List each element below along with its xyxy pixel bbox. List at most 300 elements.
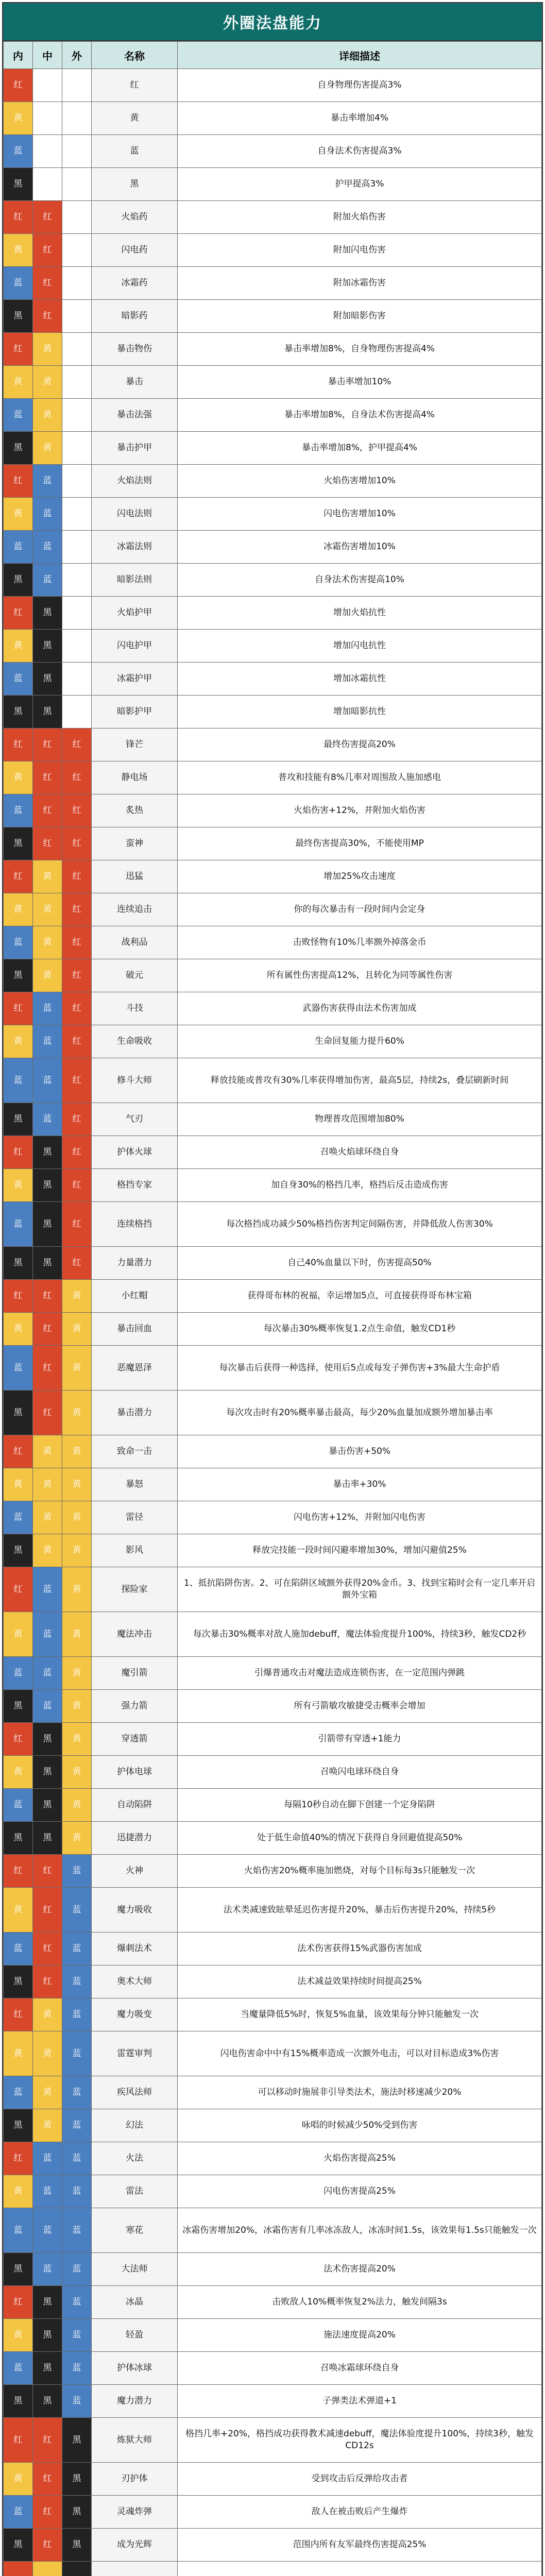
orb-mid: 黑 — [33, 1822, 62, 1855]
ability-description: 护甲提高3% — [178, 168, 542, 201]
table-row — [4, 2076, 542, 2109]
orb-mid — [33, 135, 62, 168]
orb-mid: 黄 — [33, 366, 62, 399]
orb-outer: 黑 — [62, 2529, 92, 2562]
ability-name: 疾风法师 — [92, 2076, 178, 2109]
ability-name: 灵魂炸弹 — [92, 2496, 178, 2529]
orb-inner: 黄 — [4, 1612, 33, 1657]
orb-outer: 黄 — [62, 1435, 92, 1468]
orb-mid: 红 — [33, 761, 62, 794]
ability-name: 护体火球 — [92, 1136, 178, 1169]
orb-outer: 红 — [62, 1169, 92, 1202]
ability-name: 气刃 — [92, 1103, 178, 1136]
ability-name: 探险家 — [92, 1567, 178, 1612]
table-row — [4, 1346, 542, 1391]
orb-inner: 黄 — [4, 366, 33, 399]
ability-name: 幻法 — [92, 2109, 178, 2142]
orb-outer — [62, 663, 92, 696]
orb-inner: 红 — [4, 1280, 33, 1313]
ability-name: 冰晶 — [92, 2286, 178, 2319]
orb-mid: 蓝 — [33, 564, 62, 597]
orb-inner: 蓝 — [4, 1346, 33, 1391]
ability-name: 黄 — [92, 102, 178, 135]
ability-name: 雷霆审判 — [92, 2031, 178, 2076]
ability-description: 火焰伤害增加10% — [178, 465, 542, 498]
table-row — [4, 1391, 542, 1435]
orb-outer — [62, 168, 92, 201]
orb-outer — [62, 234, 92, 267]
table-row — [4, 597, 542, 630]
orb-outer: 红 — [62, 992, 92, 1025]
orb-outer: 黄 — [62, 1501, 92, 1534]
table-row — [4, 1965, 542, 1998]
orb-outer: 黑 — [62, 2463, 92, 2496]
ability-name: 生命吸收 — [92, 1025, 178, 1058]
orb-inner: 黄 — [4, 1169, 33, 1202]
orb-inner: 蓝 — [4, 663, 33, 696]
ability-name: 自动陷阱 — [92, 1789, 178, 1822]
ability-name: 暴怒 — [92, 1468, 178, 1501]
orb-mid — [33, 102, 62, 135]
ability-description: 附加暗影伤害 — [178, 300, 542, 333]
ability-description: 暴击率增加10% — [178, 366, 542, 399]
ability-name: 寒花 — [92, 2208, 178, 2253]
ability-name: 火焰药 — [92, 201, 178, 234]
ability-description: 召唤冰霜球环绕自身 — [178, 2352, 542, 2385]
orb-mid: 黄 — [33, 893, 62, 926]
ability-name: 强力箭 — [92, 1690, 178, 1723]
ability-description: 自身物理伤害提高3% — [178, 69, 542, 102]
orb-inner: 红 — [4, 201, 33, 234]
ability-description: 增加暗影抗性 — [178, 696, 542, 728]
orb-inner: 蓝 — [4, 1202, 33, 1247]
orb-inner: 黑 — [4, 2385, 33, 2418]
ability-description: 咏唱的时候减少50%受到伤害 — [178, 2109, 542, 2142]
orb-outer — [62, 366, 92, 399]
header-name: 名称 — [92, 42, 178, 69]
ability-description — [178, 2562, 542, 2576]
orb-mid: 黄 — [33, 1501, 62, 1534]
table-row — [4, 794, 542, 827]
orb-inner: 黑 — [4, 300, 33, 333]
orb-inner: 红 — [4, 728, 33, 761]
orb-outer: 蓝 — [62, 2319, 92, 2352]
orb-mid: 黄 — [33, 432, 62, 465]
orb-outer: 红 — [62, 1136, 92, 1169]
ability-name: 护体冰球 — [92, 2352, 178, 2385]
orb-outer: 红 — [62, 1247, 92, 1280]
table-row — [4, 135, 542, 168]
table-row — [4, 1313, 542, 1346]
ability-name: 成为光辉 — [92, 2529, 178, 2562]
orb-mid: 蓝 — [33, 2208, 62, 2253]
orb-inner: 蓝 — [4, 399, 33, 432]
table-row — [4, 630, 542, 663]
ability-description: 可以移动时施展非引导类法术，施法时移速减少20% — [178, 2076, 542, 2109]
ability-name: 暴击物伤 — [92, 333, 178, 366]
orb-inner: 蓝 — [4, 1657, 33, 1690]
orb-mid: 黄 — [33, 2076, 62, 2109]
table-header — [4, 42, 542, 69]
ability-name: 魔力潜力 — [92, 2385, 178, 2418]
orb-inner: 红 — [4, 860, 33, 893]
orb-mid: 红 — [33, 1346, 62, 1391]
orb-inner: 蓝 — [4, 2352, 33, 2385]
orb-outer: 黄 — [62, 1280, 92, 1313]
table-row — [4, 1136, 542, 1169]
table-row — [4, 1202, 542, 1247]
orb-outer: 黄 — [62, 1534, 92, 1567]
ability-description: 法术类减速致眩晕延迟伤害提升20%，暴击后伤害提升20%，持续5秒 — [178, 1888, 542, 1933]
ability-name: 穿透箭 — [92, 1723, 178, 1756]
ability-name: 蓝 — [92, 135, 178, 168]
table-body — [4, 69, 542, 2576]
orb-outer: 红 — [62, 959, 92, 992]
orb-mid: 黄 — [33, 2109, 62, 2142]
ability-name: 暴击护甲 — [92, 432, 178, 465]
orb-mid: 蓝 — [33, 1612, 62, 1657]
orb-outer: 蓝 — [62, 2286, 92, 2319]
ability-description: 附加火焰伤害 — [178, 201, 542, 234]
ability-description: 暴击伤害+50% — [178, 1435, 542, 1468]
ability-description: 每次暴击后获得一种选择，使用后5点或每发子弹伤害+3%最大生命护盾 — [178, 1346, 542, 1391]
orb-mid: 黄 — [33, 333, 62, 366]
table-row — [4, 564, 542, 597]
orb-mid: 黑 — [33, 663, 62, 696]
table-row — [4, 728, 542, 761]
orb-inner: 黑 — [4, 1534, 33, 1567]
table-row — [4, 1534, 542, 1567]
orb-outer: 黄 — [62, 1391, 92, 1435]
ability-name: 暴击 — [92, 366, 178, 399]
ability-name: 锋芒 — [92, 728, 178, 761]
orb-inner: 蓝 — [4, 926, 33, 959]
orb-inner: 红 — [4, 465, 33, 498]
ability-name: 轻盈 — [92, 2319, 178, 2352]
ability-description: 敌人在被击败后产生爆炸 — [178, 2496, 542, 2529]
ability-description: 自身法术伤害提高3% — [178, 135, 542, 168]
ability-name: 护体电球 — [92, 1756, 178, 1789]
orb-outer — [62, 432, 92, 465]
table-row — [4, 663, 542, 696]
orb-outer: 蓝 — [62, 2352, 92, 2385]
ability-table — [3, 41, 542, 2576]
orb-mid: 黄 — [33, 860, 62, 893]
orb-inner: 黄 — [4, 1313, 33, 1346]
ability-description: 施法速度提高20% — [178, 2319, 542, 2352]
ability-description: 暴击率+30% — [178, 1468, 542, 1501]
table-row — [4, 2385, 542, 2418]
ability-name: 闪电药 — [92, 234, 178, 267]
orb-mid: 黑 — [33, 597, 62, 630]
table-row — [4, 1501, 542, 1534]
table-row — [4, 761, 542, 794]
ability-name: 修斗大师 — [92, 1058, 178, 1103]
orb-outer — [62, 102, 92, 135]
ability-description: 暴击率增加4% — [178, 102, 542, 135]
orb-inner: 黑 — [4, 564, 33, 597]
orb-outer — [62, 69, 92, 102]
ability-description: 每次攻击时有20%概率暴击最高，每少20%血量加成额外增加暴击率 — [178, 1391, 542, 1435]
orb-inner: 红 — [4, 2142, 33, 2175]
orb-mid: 黄 — [33, 399, 62, 432]
ability-name: 暗影护甲 — [92, 696, 178, 728]
orb-outer: 黄 — [62, 1612, 92, 1657]
orb-inner: 黄 — [4, 2031, 33, 2076]
ability-name: 暗影药 — [92, 300, 178, 333]
ability-description: 普攻和技能有8%几率对周围敌人施加感电 — [178, 761, 542, 794]
orb-mid: 黑 — [33, 2286, 62, 2319]
table-row — [4, 465, 542, 498]
orb-mid: 蓝 — [33, 1025, 62, 1058]
orb-outer: 蓝 — [62, 2253, 92, 2286]
orb-mid: 红 — [33, 1888, 62, 1933]
orb-outer: 黄 — [62, 1567, 92, 1612]
ability-description: 所有弓箭敏攻敏捷受击概率会增加 — [178, 1690, 542, 1723]
table-row — [4, 1058, 542, 1103]
table-row — [4, 1888, 542, 1933]
ability-description: 暴击率增加8%，自身物理伤害提高4% — [178, 333, 542, 366]
ability-name: 魔法冲击 — [92, 1612, 178, 1657]
orb-inner: 红 — [4, 1723, 33, 1756]
ability-name: 暴击回血 — [92, 1313, 178, 1346]
ability-description: 增加25%攻击速度 — [178, 860, 542, 893]
orb-inner: 黄 — [4, 234, 33, 267]
table-row — [4, 2418, 542, 2463]
ability-name: 火焰护甲 — [92, 597, 178, 630]
orb-outer: 黑 — [62, 2496, 92, 2529]
ability-description: 火焰伤害+12%，并附加火焰伤害 — [178, 794, 542, 827]
header-desc: 详细描述 — [178, 42, 542, 69]
orb-outer: 蓝 — [62, 1965, 92, 1998]
table-row — [4, 992, 542, 1025]
orb-outer: 蓝 — [62, 2076, 92, 2109]
orb-mid: 红 — [33, 300, 62, 333]
table-row — [4, 2253, 542, 2286]
table-row — [4, 2142, 542, 2175]
orb-mid: 黄 — [33, 926, 62, 959]
orb-outer: 红 — [62, 1058, 92, 1103]
orb-outer: 黄 — [62, 1313, 92, 1346]
orb-mid: 黑 — [33, 1136, 62, 1169]
table-row — [4, 1855, 542, 1888]
orb-outer: 黄 — [62, 1723, 92, 1756]
orb-mid — [33, 69, 62, 102]
orb-outer — [62, 2562, 92, 2576]
ability-description: 最终伤害提高30%，不能使用MP — [178, 827, 542, 860]
orb-outer — [62, 300, 92, 333]
orb-outer: 黑 — [62, 2418, 92, 2463]
table-row — [4, 498, 542, 531]
table-row — [4, 1690, 542, 1723]
ability-description: 闪电伤害提高25% — [178, 2175, 542, 2208]
orb-mid: 蓝 — [33, 1567, 62, 1612]
orb-inner: 红 — [4, 1136, 33, 1169]
orb-outer: 蓝 — [62, 1855, 92, 1888]
orb-outer: 黄 — [62, 1690, 92, 1723]
ability-description: 法术伤害获得15%武器伤害加成 — [178, 1933, 542, 1965]
ability-description: 引箭带有穿透+1能力 — [178, 1723, 542, 1756]
ability-description: 每次暴击30%概率恢复1.2点生命值，触发CD1秒 — [178, 1313, 542, 1346]
table-row — [4, 234, 542, 267]
orb-mid: 红 — [33, 1965, 62, 1998]
orb-inner: 黄 — [4, 498, 33, 531]
ability-description: 召唤火焰球环绕自身 — [178, 1136, 542, 1169]
ability-name: 炼狱大师 — [92, 2418, 178, 2463]
orb-outer — [62, 696, 92, 728]
ability-name: 魔力吸收 — [92, 1888, 178, 1933]
orb-outer: 蓝 — [62, 1998, 92, 2031]
ability-name: 力量潜力 — [92, 1247, 178, 1280]
table-row — [4, 827, 542, 860]
ability-name: 战利品 — [92, 926, 178, 959]
orb-mid: 红 — [33, 267, 62, 300]
orb-inner: 蓝 — [4, 1501, 33, 1534]
ability-description: 自身法术伤害提高10% — [178, 564, 542, 597]
table-row — [4, 1933, 542, 1965]
table-row — [4, 102, 542, 135]
ability-description: 最终伤害提高20% — [178, 728, 542, 761]
orb-inner: 黄 — [4, 102, 33, 135]
orb-inner: 红 — [4, 2286, 33, 2319]
orb-mid: 黄 — [33, 1435, 62, 1468]
orb-outer — [62, 498, 92, 531]
ability-name: 暴击潜力 — [92, 1391, 178, 1435]
table-row — [4, 1468, 542, 1501]
orb-inner: 黄 — [4, 2463, 33, 2496]
orb-inner: 黑 — [4, 1247, 33, 1280]
table-row — [4, 300, 542, 333]
orb-mid: 红 — [33, 2529, 62, 2562]
orb-mid: 黄 — [33, 959, 62, 992]
table-row — [4, 1169, 542, 1202]
orb-mid: 黄 — [33, 1468, 62, 1501]
orb-inner: 红 — [4, 1435, 33, 1468]
ability-description: 1、抵抗陷阱伤害。2、可在陷阱区域额外获得20%金币。3、找到宝箱时会有一定几率开启额外宝箱 — [178, 1567, 542, 1612]
orb-outer: 红 — [62, 827, 92, 860]
ability-description: 暴击率增加8%，自身法术伤害提高4% — [178, 399, 542, 432]
table-row — [4, 399, 542, 432]
ability-description: 闪电伤害增加10% — [178, 498, 542, 531]
orb-inner: 蓝 — [4, 1933, 33, 1965]
orb-inner: 蓝 — [4, 135, 33, 168]
ability-description: 处于低生命值40%的情况下获得自身回避值提高50% — [178, 1822, 542, 1855]
ability-description: 子弹类法术弹道+1 — [178, 2385, 542, 2418]
table-row — [4, 366, 542, 399]
ability-name: 冰霜法则 — [92, 531, 178, 564]
orb-outer — [62, 201, 92, 234]
ability-description: 生命回复能力提升60% — [178, 1025, 542, 1058]
orb-inner: 黑 — [4, 168, 33, 201]
table-row — [4, 1025, 542, 1058]
orb-inner: 红 — [4, 2418, 33, 2463]
ability-name: 连续追击 — [92, 893, 178, 926]
ability-name: 斗技 — [92, 992, 178, 1025]
table-row — [4, 1789, 542, 1822]
table-row — [4, 1822, 542, 1855]
ability-description: 召唤闪电球环绕自身 — [178, 1756, 542, 1789]
table-row — [4, 2175, 542, 2208]
table-row — [4, 2463, 542, 2496]
ability-description: 所有属性伤害提高12%，且转化为同等属性伤害 — [178, 959, 542, 992]
orb-outer: 蓝 — [62, 2031, 92, 2076]
orb-inner: 黄 — [4, 1888, 33, 1933]
ability-name: 冰霜药 — [92, 267, 178, 300]
header-outer: 外 — [62, 42, 92, 69]
orb-inner: 红 — [4, 333, 33, 366]
orb-outer — [62, 597, 92, 630]
orb-inner: 蓝 — [4, 2496, 33, 2529]
table-row — [4, 1756, 542, 1789]
table-row — [4, 2286, 542, 2319]
ability-name: 暴击法强 — [92, 399, 178, 432]
orb-mid: 蓝 — [33, 498, 62, 531]
orb-inner: 黄 — [4, 1468, 33, 1501]
ability-description: 附加闪电伤害 — [178, 234, 542, 267]
orb-mid: 红 — [33, 2496, 62, 2529]
orb-inner — [4, 2562, 33, 2576]
ability-description: 引爆普通攻击对魔法造成连锁伤害，在一定范围内弹跳 — [178, 1657, 542, 1690]
orb-mid: 黑 — [33, 696, 62, 728]
table-row — [4, 2562, 542, 2576]
orb-mid: 蓝 — [33, 1058, 62, 1103]
orb-outer: 黄 — [62, 1822, 92, 1855]
orb-mid: 红 — [33, 2418, 62, 2463]
orb-inner: 黑 — [4, 1822, 33, 1855]
orb-inner: 黑 — [4, 696, 33, 728]
ability-name: 魔力吸变 — [92, 1998, 178, 2031]
ability-name: 魔引箭 — [92, 1657, 178, 1690]
table-row — [4, 2529, 542, 2562]
orb-outer: 蓝 — [62, 1888, 92, 1933]
ability-name: 爆刺法术 — [92, 1933, 178, 1965]
ability-name: 雷径 — [92, 1501, 178, 1534]
ability-description: 物理普攻范围增加80% — [178, 1103, 542, 1136]
ability-description: 增加闪电抗性 — [178, 630, 542, 663]
orb-inner: 蓝 — [4, 2208, 33, 2253]
ability-description: 范围内所有友军最终伤害提高25% — [178, 2529, 542, 2562]
ability-name: 火法 — [92, 2142, 178, 2175]
ability-description: 每次暴击30%概率对敌人施加debuff，魔法体验度提升100%，持续3秒，触发CD2秒 — [178, 1612, 542, 1657]
ability-name: 蛮神 — [92, 827, 178, 860]
table-row — [4, 1657, 542, 1690]
orb-outer: 红 — [62, 728, 92, 761]
ability-description: 加自身30%的格挡几率，格挡后反击造成伤害 — [178, 1169, 542, 1202]
table-row — [4, 432, 542, 465]
orb-outer: 蓝 — [62, 2109, 92, 2142]
table-row — [4, 696, 542, 728]
ability-name: 大法师 — [92, 2253, 178, 2286]
table-row — [4, 267, 542, 300]
orb-outer — [62, 465, 92, 498]
orb-mid: 蓝 — [33, 2142, 62, 2175]
orb-mid: 红 — [33, 2463, 62, 2496]
orb-inner: 黄 — [4, 893, 33, 926]
orb-mid: 黑 — [33, 2319, 62, 2352]
orb-inner: 蓝 — [4, 267, 33, 300]
ability-name: 炙热 — [92, 794, 178, 827]
orb-mid: 黑 — [33, 1789, 62, 1822]
table-row — [4, 959, 542, 992]
orb-mid: 蓝 — [33, 2253, 62, 2286]
orb-outer — [62, 630, 92, 663]
orb-mid: 黑 — [33, 2385, 62, 2418]
orb-mid: 红 — [33, 1313, 62, 1346]
orb-mid: 黑 — [33, 1169, 62, 1202]
table-row — [4, 1247, 542, 1280]
ability-name: 火神 — [92, 1855, 178, 1888]
orb-mid: 黑 — [33, 2352, 62, 2385]
